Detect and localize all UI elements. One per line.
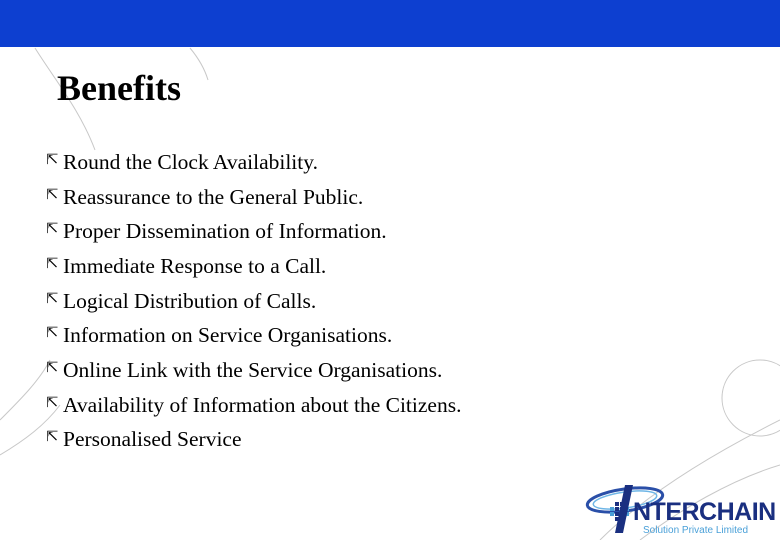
arrow-bullet-icon: ⇱ xyxy=(46,255,59,272)
arrow-bullet-icon: ⇱ xyxy=(46,221,59,238)
arrow-bullet-icon: ⇱ xyxy=(46,151,59,168)
bullet-text: Information on Service Organisations. xyxy=(63,323,393,348)
bullet-text: Proper Dissemination of Information. xyxy=(63,219,387,244)
company-logo xyxy=(585,483,775,538)
list-item xyxy=(46,353,461,388)
bullet-text: Availability of Information about the Citizens. xyxy=(63,392,462,417)
slide-title: Benefits xyxy=(57,68,181,108)
bullet-text: Online Link with the Service Organisations. xyxy=(63,357,443,382)
bullet-text: Round the Clock Availability. xyxy=(63,149,318,174)
list-item xyxy=(46,214,461,249)
logo-tagline: Solution Private Limited xyxy=(643,525,749,536)
bullet-text: Logical Distribution of Calls. xyxy=(63,288,317,313)
bullet-text: Personalised Service xyxy=(63,427,242,452)
list-item xyxy=(46,249,461,284)
bullet-text: Reassurance to the General Public. xyxy=(63,184,364,209)
arrow-bullet-icon: ⇱ xyxy=(46,394,59,411)
list-item xyxy=(46,423,461,458)
arrow-bullet-icon: ⇱ xyxy=(46,429,59,446)
benefits-list xyxy=(46,145,461,457)
arrow-bullet-icon: ⇱ xyxy=(46,290,59,307)
list-item xyxy=(46,180,461,215)
list-item xyxy=(46,284,461,319)
list-item xyxy=(46,388,461,423)
arrow-bullet-icon: ⇱ xyxy=(46,325,59,342)
logo-name: NTERCHAIN xyxy=(633,498,776,526)
arrow-bullet-icon: ⇱ xyxy=(46,186,59,203)
list-item xyxy=(46,318,461,353)
bullet-text: Immediate Response to a Call. xyxy=(63,253,327,278)
arrow-bullet-icon: ⇱ xyxy=(46,359,59,376)
list-item xyxy=(46,145,461,180)
